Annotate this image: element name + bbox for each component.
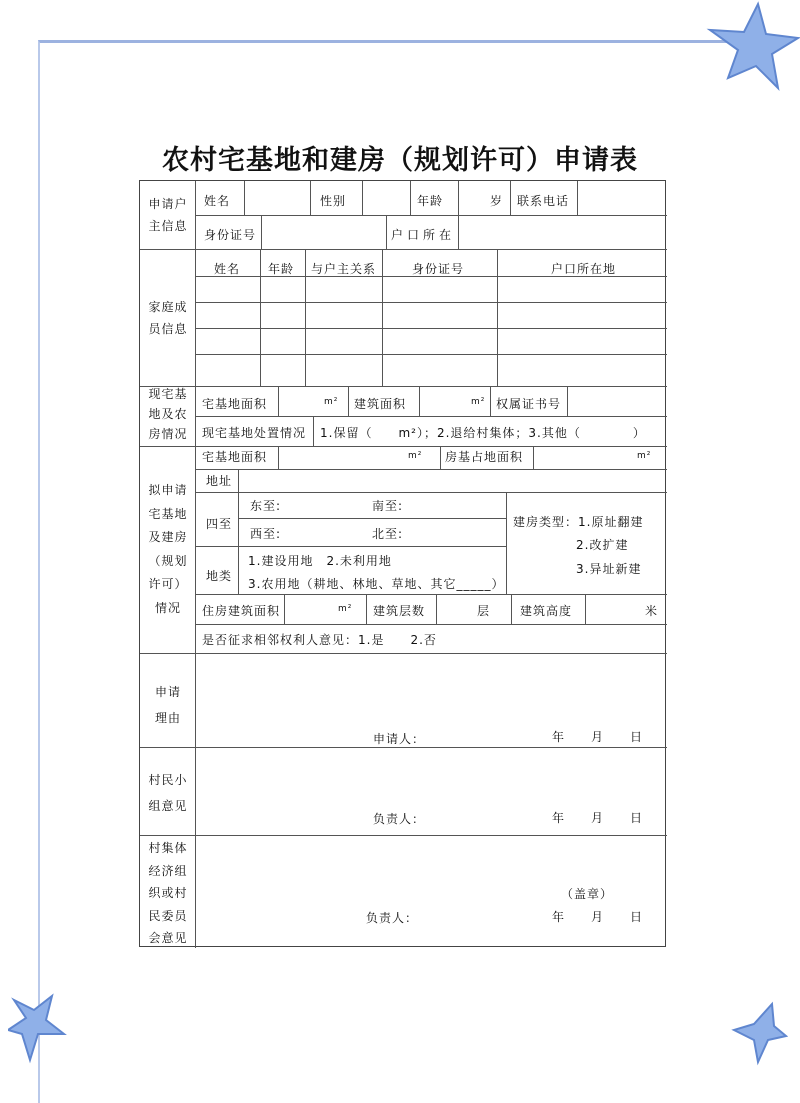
label-gender: 性别 xyxy=(320,194,347,208)
label-boundaries: 四至 xyxy=(206,517,233,531)
family-header-id: 身份证号 xyxy=(412,262,465,276)
family-header-age: 年龄 xyxy=(268,262,295,276)
label-house-area: 住房建筑面积 xyxy=(202,604,281,618)
section-label-family: 家庭成 员信息 xyxy=(148,300,188,336)
build-type-line2: 2.改扩建 xyxy=(576,538,629,552)
label-name: 姓名 xyxy=(204,194,231,208)
label-address: 地址 xyxy=(206,474,233,488)
star-decoration-icon xyxy=(8,990,68,1074)
unit-m2: m² xyxy=(324,397,339,407)
section-label-reason: 申请 理由 xyxy=(154,685,181,725)
section-label-village-opinion: 村集体 经济组 织或村 民委员 会意见 xyxy=(148,841,188,945)
land-type-line2: 3.农用地（耕地、林地、草地、其它_____） xyxy=(248,577,505,591)
label-cert-no: 权属证书号 xyxy=(496,397,562,411)
label-id-number: 身份证号 xyxy=(204,228,257,242)
section-label-group-opinion: 村民小 组意见 xyxy=(148,773,188,813)
village-seal: （盖章） xyxy=(561,887,614,901)
group-date: 年 月 日 xyxy=(552,811,644,825)
application-form-table xyxy=(139,180,666,947)
unit-m2: m² xyxy=(471,397,486,407)
label-west: 西至: xyxy=(250,527,282,541)
label-height-unit: 米 xyxy=(645,604,659,618)
section-label-proposed: 拟申请 宅基地 及建房 （规划 许可） 情况 xyxy=(148,483,188,615)
label-east: 东至: xyxy=(250,499,282,513)
disposal-options: 1.保留（ m²）；2.退给村集体；3.其他（ ） xyxy=(320,426,646,440)
reason-date: 年 月 日 xyxy=(552,730,644,744)
village-signer: 负责人： xyxy=(366,911,419,925)
section-label-applicant: 申请户 主信息 xyxy=(148,197,188,233)
land-type-line1: 1.建设用地 2.未利用地 xyxy=(248,554,392,568)
label-household-reg: 户口所在 xyxy=(391,228,456,242)
label-proposed-site-area: 宅基地面积 xyxy=(202,450,268,464)
unit-m2: m² xyxy=(338,604,353,614)
label-floors-unit: 层 xyxy=(477,604,491,618)
label-current-site-area: 宅基地面积 xyxy=(202,397,268,411)
unit-m2: m² xyxy=(637,451,652,461)
unit-m2: m² xyxy=(408,451,423,461)
star-decoration-icon xyxy=(700,0,800,100)
family-header-household: 户口所在地 xyxy=(551,262,617,276)
label-age: 年龄 xyxy=(417,194,444,208)
label-south: 南至: xyxy=(372,499,404,513)
build-type-line1: 建房类型：1.原址翻建 xyxy=(513,515,644,529)
neighbor-opinion: 是否征求相邻权利人意见：1.是 2.否 xyxy=(202,633,437,647)
group-signer: 负责人： xyxy=(373,812,426,826)
label-disposal: 现宅基地处置情况 xyxy=(202,426,307,440)
label-age-unit: 岁 xyxy=(490,194,504,208)
village-date: 年 月 日 xyxy=(552,910,644,924)
label-land-type: 地类 xyxy=(206,569,233,583)
form-title: 农村宅基地和建房（规划许可）申请表 xyxy=(162,145,638,176)
build-type-line3: 3.异址新建 xyxy=(576,562,642,576)
label-floors: 建筑层数 xyxy=(373,604,426,618)
label-footprint: 房基占地面积 xyxy=(445,450,524,464)
label-current-build-area: 建筑面积 xyxy=(354,397,407,411)
label-north: 北至: xyxy=(372,527,404,541)
reason-signer: 申请人： xyxy=(373,732,426,746)
label-phone: 联系电话 xyxy=(517,194,570,208)
family-header-relation: 与户主关系 xyxy=(311,262,377,276)
section-label-current: 现宅基 地及农 房情况 xyxy=(148,387,188,441)
star-decoration-icon xyxy=(728,1000,788,1070)
label-height: 建筑高度 xyxy=(520,604,573,618)
family-header-name: 姓名 xyxy=(214,262,241,276)
